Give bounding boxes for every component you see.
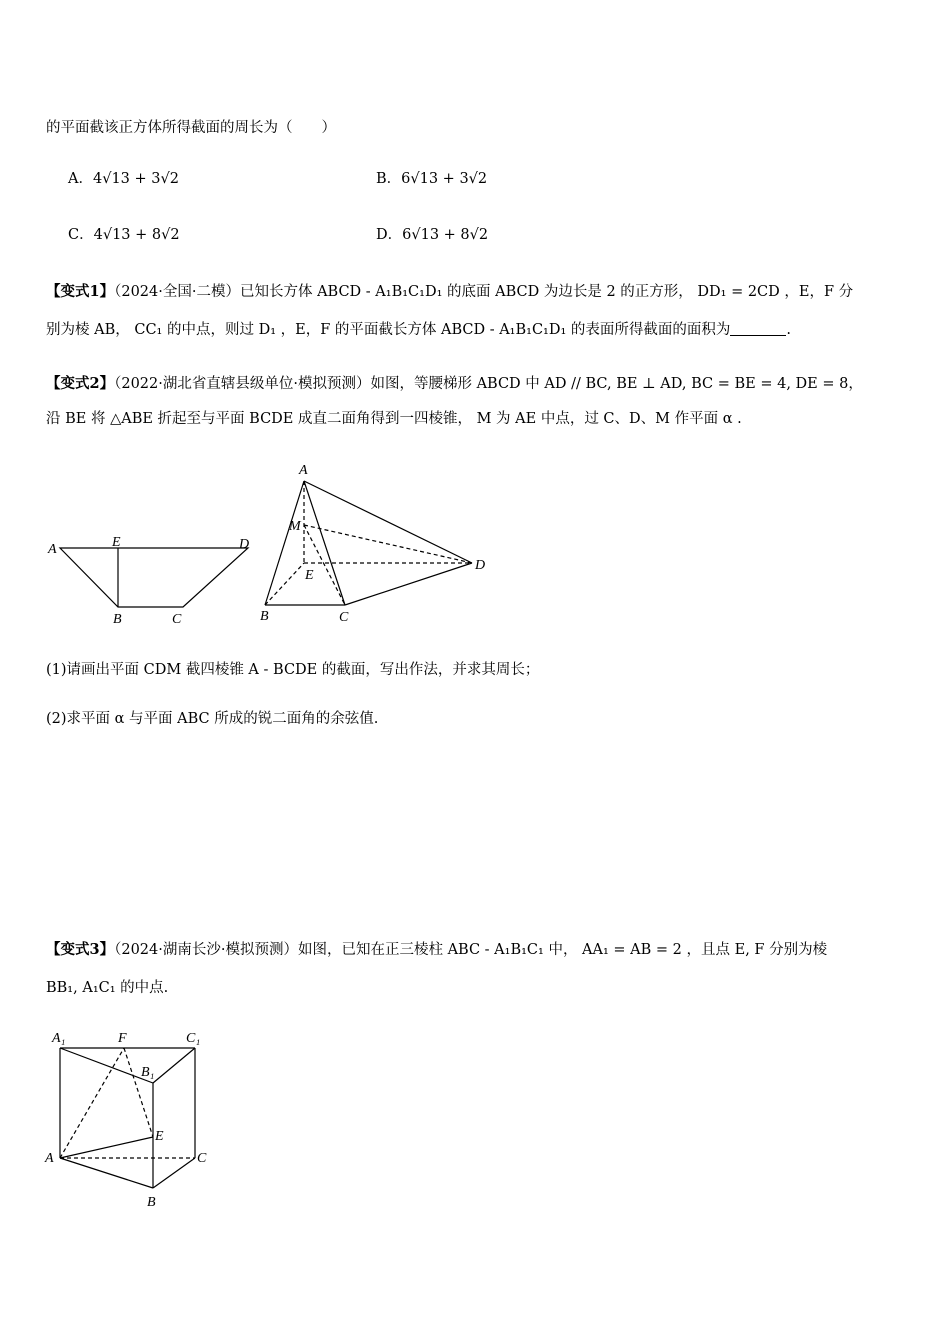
option-expr: 4√13 + 8√2 [93,227,180,243]
variant-text: （2022·湖北省直辖县级单位·模拟预测）如图，等腰梯形 ABCD 中 AD // BC, BE ⊥ AD, BC = BE = 4, DE = 8， [114,376,863,392]
variant-text: （2024·全国·二模）已知长方体 ABCD - A₁B₁C₁D₁ 的底面 ABCD 为边长是 2 的正方形， DD₁ = 2CD ，E，F 分 [114,284,854,300]
variant-3-line-1 [46,940,827,960]
variant-text: （2024·湖南长沙·模拟预测）如图，已知在正三棱柱 ABC - A₁B₁C₁ 中， AA₁ = AB = 2 ，且点 E, F 分别为棱 [114,942,828,958]
segment-mc [304,525,345,605]
option-d[interactable] [376,224,488,246]
option-expr: 6√13 + 3√2 [401,171,488,187]
label-b1: B₁ [141,1065,155,1080]
option-label: D． [376,227,403,243]
variant-3-line-2: BB₁, A₁C₁ 的中点. [46,980,169,996]
edge-cd [345,563,472,605]
answer-blank[interactable] [730,321,786,336]
segment-af [60,1048,124,1158]
option-label: C． [68,227,94,243]
variant-2-sub-2: (2)求平面 α 与平面 ABC 所成的锐二面角的余弦值. [46,711,379,727]
label-m: M [289,519,301,534]
segment-fe [124,1048,153,1137]
label-c: C [339,610,349,625]
option-b[interactable] [376,168,487,190]
label-e: E [305,568,314,583]
label-d: D [239,537,250,552]
edge-ac [304,481,345,605]
label-b: B [113,612,122,627]
variant-1-line-2 [46,320,791,340]
period: . [786,322,792,338]
variant-2-sub-1: (1)请画出平面 CDM 截四棱锥 A - BCDE 的截面，写出作法，并求其周长； [46,662,540,678]
edge-bc [153,1158,195,1188]
edge-ab [265,481,304,605]
variant-1-line-1 [46,282,853,302]
segment-ae [60,1137,153,1158]
option-a[interactable] [68,168,179,190]
trapezoid-figure [40,530,270,630]
edge-be [265,563,304,605]
option-label: B． [376,171,402,187]
edge-ad [304,481,472,563]
option-expr: 6√13 + 8√2 [402,227,489,243]
option-c[interactable] [68,224,180,246]
label-b: B [147,1195,156,1210]
edge-c1b1 [153,1048,195,1083]
label-a: A [48,542,57,557]
label-a: A [299,463,308,478]
option-expr: 4√13 + 3√2 [92,171,179,187]
label-b: B [260,609,269,624]
label-c: C [172,612,182,627]
edge-ab [60,1158,153,1188]
question-stem: 的平面截该正方体所得截面的周长为（ ） [46,120,336,136]
variant-tag: 【变式1】 [46,283,115,300]
variant-2-line-2: 沿 BE 将 △ABE 折起至与平面 BCDE 成直二面角得到一四棱锥， M 为 AE 中点，过 C、D、M 作平面 α . [46,411,742,427]
pyramid-figure [255,455,495,630]
label-e: E [112,535,121,550]
trapezoid-outline [60,548,248,607]
label-e: E [155,1129,164,1144]
label-c1: C₁ [186,1031,201,1046]
label-f: F [118,1031,127,1046]
variant-text: 别为棱 AB， CC₁ 的中点，则过 D₁ ，E，F 的平面截长方体 ABCD - A₁B₁C₁D₁ 的表面所得截面的面积为 [46,322,731,338]
variant-tag: 【变式2】 [46,375,115,392]
label-c: C [197,1151,207,1166]
variant-tag: 【变式3】 [46,941,115,958]
label-a1: A₁ [52,1031,66,1046]
prism-figure [40,1025,230,1225]
label-a: A [45,1151,54,1166]
label-d: D [475,558,486,573]
variant-2-line-1 [46,374,863,394]
option-label: A． [68,171,93,187]
